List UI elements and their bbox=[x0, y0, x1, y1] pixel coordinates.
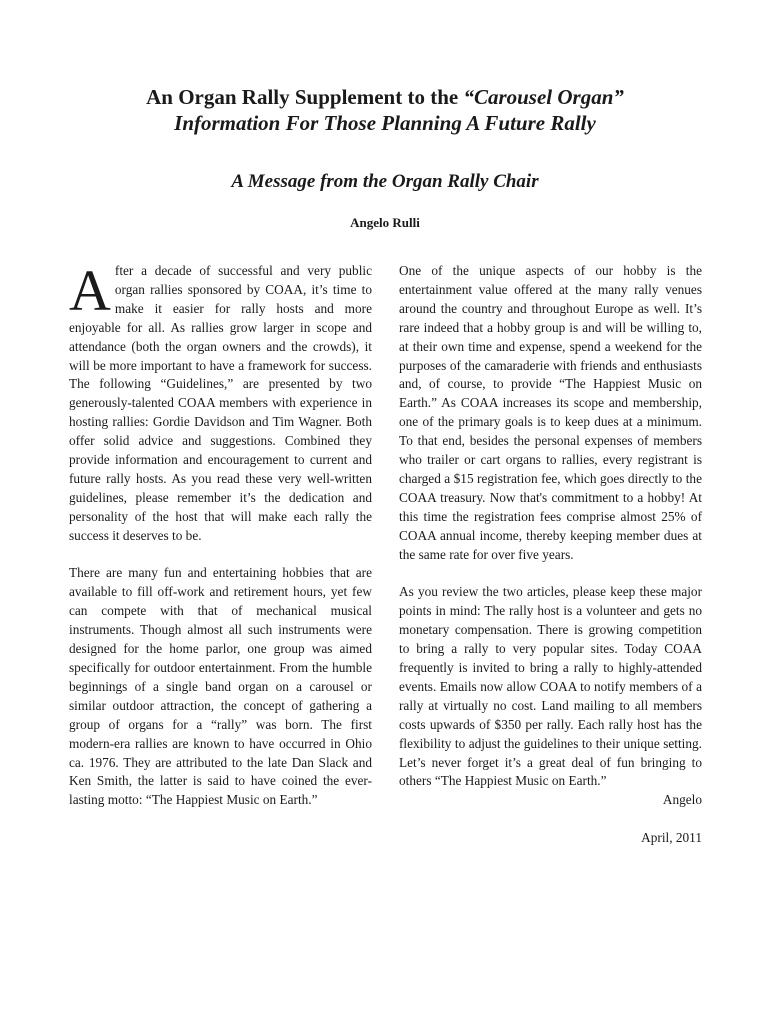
article-title-line2: Information For Those Planning A Future Rally bbox=[174, 111, 596, 135]
right-paragraph-2: As you review the two articles, please keep these major points in mind: The rally host is a volunteer and gets no monetary compensation. There is growing competition to bring a rally to very popular sites. Today COAA frequently is invited to bring a rally to highly-attended events. Emails now allow COAA to notify members of a rally at virtually no cost. Land mailing to all members costs upwards of $350 per rally. Each rally host has the flexibility to adjust the guidelines to their unique setting. Let’s never forget it’s a great deal of fun bringing to others “The Happiest Music on Earth.” bbox=[399, 584, 702, 789]
left-paragraph-1 bbox=[69, 258, 372, 546]
left-paragraph-1-text: fter a decade of successful and very public organ rallies sponsored by COAA, it’s time to make it easier for rally hosts and more enjoyable for all. As rallies grow larger in scope and attendance (both the organ owners and the crowds), it will be more important to have a framework for success. The following “Guidelines,” are presented by two generously-talented COAA members with experience in hosting rallies: Gordie Davidson and Tim Wagner. Both offer solid advice and suggestions. Combined they provide information and encouragement to current and future rally hosts. As you read these very well-written guidelines, please remember it’s the dedication and personality of the host that will make each rally the success it deserves to be. bbox=[69, 263, 372, 543]
signature: Angelo bbox=[662, 792, 702, 808]
right-column bbox=[399, 262, 702, 867]
title-prefix: An Organ Rally Supplement to the bbox=[146, 85, 464, 109]
left-paragraph-2: There are many fun and entertaining hobbies that are available to fill off-work and retirement hours, yet few can compete with that of mechanical musical instruments. Though almost all such instruments were designed for the home parlor, one group was aimed specifically for outdoor entertainment. From the humble beginnings of a single band organ on a carousel or similar outdoor attraction, the concept of gathering a group of organs for a “rally” was born. The first modern-era rallies are known to have occurred in Ohio ca. 1976. They are attributed to the late Dan Slack and Ken Smith, the latter is said to have coined the ever-lasting motto: “The Happiest Music on Earth.” bbox=[69, 565, 372, 808]
article-title bbox=[0, 84, 770, 110]
left-column bbox=[69, 258, 372, 829]
right-paragraph-1: One of the unique aspects of our hobby is the entertainment value offered at the many rally venues around the country and throughout Europe as well. It’s rare indeed that a hobby group is and will be willing to, at their own time and expense, spend a weekend for the purposes of the camaraderie with friends and enthusiasts and, of course, to provide “The Happiest Music on Earth.” As COAA increases its scope and membership, one of the primary goals is to keep dues at a minimum. To that end, besides the personal expenses of members who trailer or cart organs to rallies, every registrant is charged a $15 registration fee, which goes directly to the COAA treasury. Now that's commitment to a hobby! At this time the registration fees comprise almost 25% of COAA annual income, thereby keeping member dues at the same rate for over five years. bbox=[399, 263, 702, 562]
drop-cap: A bbox=[69, 258, 111, 323]
article-subtitle: A Message from the Organ Rally Chair bbox=[231, 171, 539, 192]
author-name: Angelo Rulli bbox=[350, 215, 420, 230]
date: April, 2011 bbox=[641, 830, 702, 846]
title-publication-name: “Carousel Organ” bbox=[463, 85, 624, 109]
